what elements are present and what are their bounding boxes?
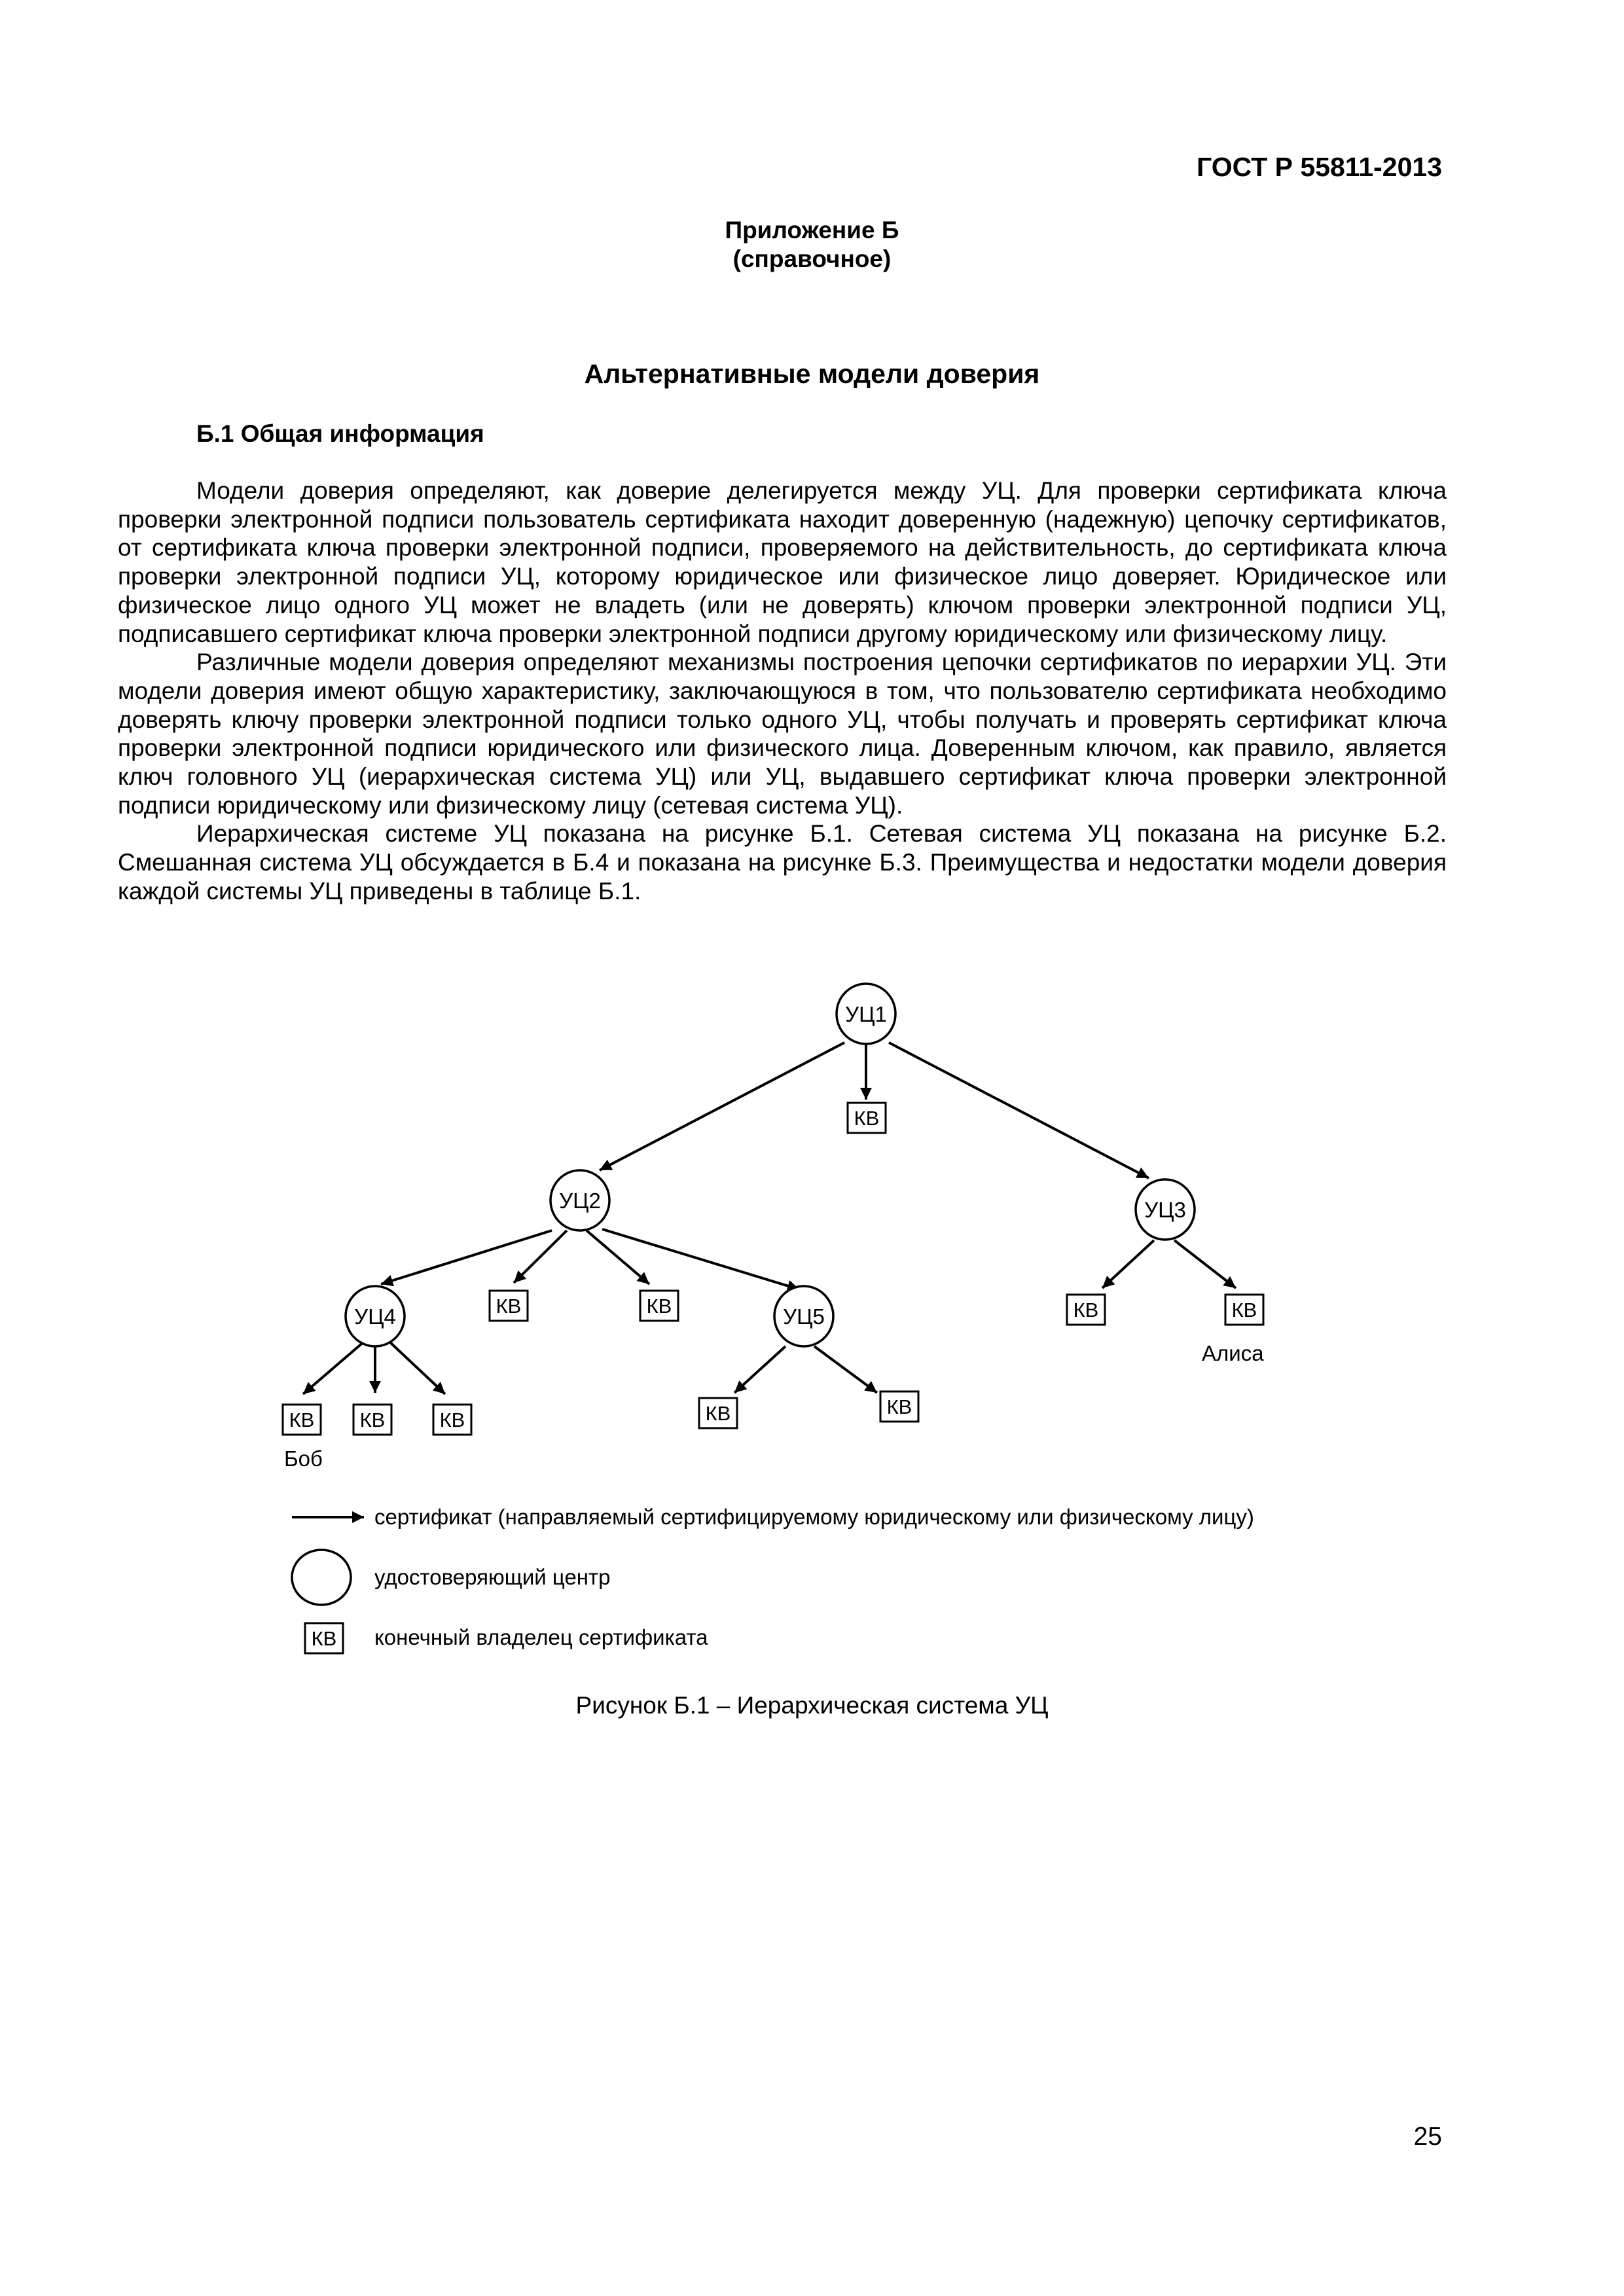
- document-code: ГОСТ Р 55811-2013: [1197, 152, 1442, 182]
- paragraph: Модели доверия определяют, как доверие делегируется между УЦ. Для проверки сертификата ключа проверки электронной подписи пользователь сертификата находит доверенную (надежную) цепочку сертификатов, от сертификата ключа проверки электронной подписи, проверяемого на действительность, до сертификата ключа проверки электронной подписи УЦ, которому юридическое или физическое лицо доверяет. Юридическое или физическое лицо одного УЦ может не владеть (или не доверять) ключом проверки электронной подписи УЦ, подписавшего сертификат ключа проверки электронной подписи другому юридическому или физическому лицу.: [118, 477, 1447, 647]
- page-title: Альтернативные модели доверия: [584, 359, 1040, 389]
- legend-arrow-text: сертификат (направляемый сертифицируемому юридическому или физическому лицу): [374, 1505, 1254, 1529]
- edge-ca2-ee: [586, 1230, 649, 1284]
- edge-ca2-ca5: [602, 1229, 799, 1289]
- page-number: 25: [1413, 2123, 1442, 2151]
- ca-node-label: УЦ2: [559, 1189, 601, 1213]
- edge-ca2-ee: [514, 1230, 567, 1283]
- edge-ca1-ca2: [600, 1043, 844, 1170]
- edge-ca4-ee: [389, 1342, 445, 1394]
- legend-box-text: конечный владелец сертификата: [374, 1625, 708, 1649]
- end-entity-label: КВ: [854, 1107, 880, 1130]
- edge-ca4-ee: [303, 1342, 364, 1394]
- legend-circle-icon: [292, 1550, 351, 1605]
- figure-caption: Рисунок Б.1 – Иерархическая система УЦ: [575, 1692, 1049, 1719]
- section-heading: Б.1 Общая информация: [196, 420, 484, 447]
- edge-ca1-ca3: [889, 1043, 1149, 1178]
- end-entity-label: КВ: [1231, 1299, 1257, 1321]
- end-entity-label: КВ: [496, 1295, 522, 1318]
- end-entity-label: КВ: [1073, 1299, 1099, 1321]
- end-entity-label: КВ: [359, 1408, 386, 1431]
- appendix-label: Приложение Б: [725, 217, 899, 243]
- edge-ca3-ee: [1174, 1240, 1236, 1288]
- legend-box-label: КВ: [311, 1627, 337, 1650]
- ca-node-label: УЦ4: [354, 1304, 396, 1329]
- end-entity-label: КВ: [289, 1408, 315, 1431]
- edge-ca5-ee: [814, 1346, 877, 1393]
- end-entity-label: КВ: [705, 1402, 731, 1425]
- appendix-type: (справочное): [732, 245, 892, 272]
- ca-node-label: УЦ3: [1144, 1198, 1186, 1222]
- legend-circle-text: удостоверяющий центр: [374, 1565, 611, 1589]
- end-entity-label: КВ: [646, 1295, 672, 1318]
- end-entity-label: КВ: [439, 1408, 465, 1431]
- edge-ca2-ca4: [381, 1230, 552, 1284]
- paragraph: Различные модели доверия определяют механизмы построения цепочки сертификатов по иерархии УЦ. Эти модели доверия имеют общую характеристику, заключающуюся в том, что пользователю сертификата необходимо доверять ключу проверки электронной подписи только одного УЦ, чтобы получать и проверять сертификат ключа проверки электронной подписи юридического или физического лица. Доверенным ключом, как правило, является ключ головного УЦ (иерархическая система УЦ) или УЦ, выдавшего сертификат ключа проверки электронной подписи юридическому или физическому лицу (сетевая система УЦ).: [118, 649, 1447, 819]
- edge-ca5-ee: [734, 1346, 785, 1393]
- edge-ca3-ee: [1102, 1240, 1154, 1288]
- ca-node-label: УЦ5: [783, 1304, 825, 1329]
- bob-label: Боб: [284, 1446, 323, 1471]
- ca-node-label: УЦ1: [845, 1002, 887, 1026]
- alice-label: Алиса: [1202, 1341, 1264, 1365]
- paragraph: Иерархическая системе УЦ показана на рисунке Б.1. Сетевая система УЦ показана на рисунке Б.2. Смешанная система УЦ обсуждается в Б.4 и показана на рисунке Б.3. Преимущества и недостатки модели доверия каждой системы УЦ приведены в таблице Б.1.: [118, 820, 1447, 905]
- end-entity-label: КВ: [886, 1395, 912, 1418]
